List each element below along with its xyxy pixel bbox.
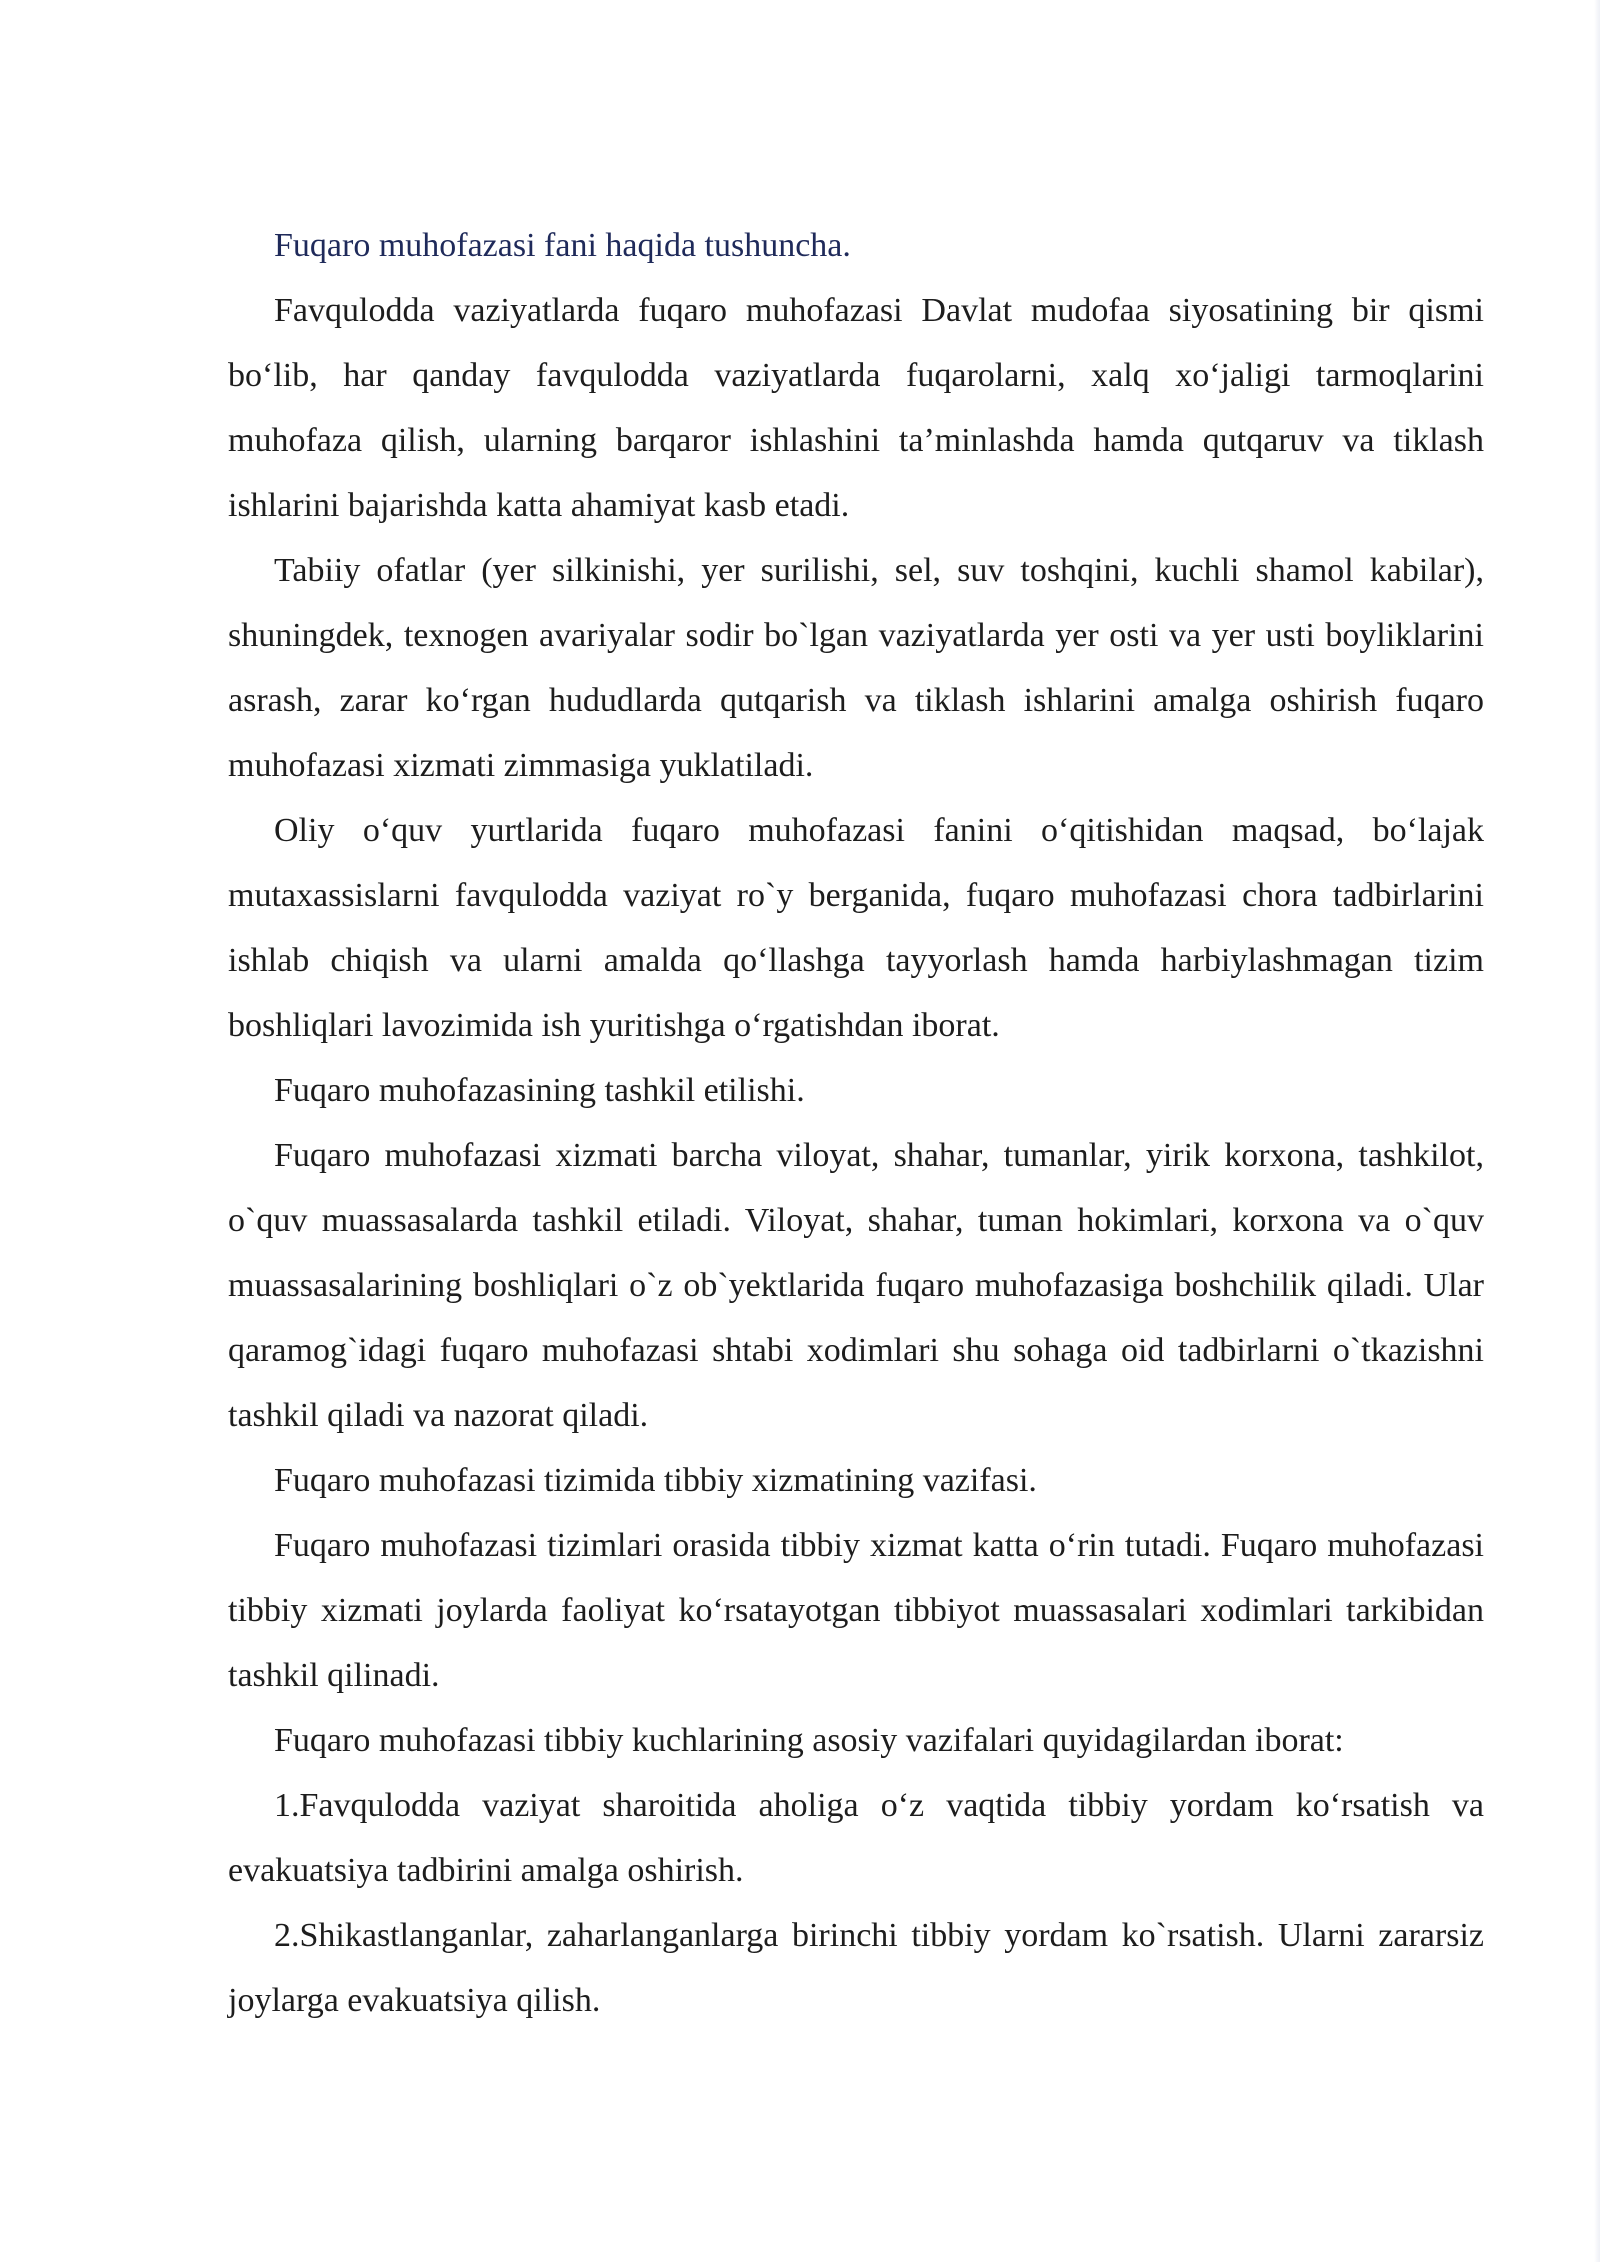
paragraph-teaching-goal: Oliy o‘quv yurtlarida fuqaro muhofazasi fanini o‘qitishidan maqsad, bo‘lajak mutaxassislarni favqulodda vaziyat ro`y berganida, fuqaro muhofazasi chora tadbirlarini ishlab chiqish va ularni amalda qo‘llashga tayyorlash hamda harbiylashmagan tizim boshliqlari lavozimida ish yuritishga o‘rgatishdan iborat. <box>228 812 1484 1044</box>
paragraph-main-tasks-intro: Fuqaro muhofazasi tibbiy kuchlarining asosiy vazifalari quyidagilardan iborat: <box>274 1722 1344 1759</box>
paragraph-natural-disasters: Tabiiy ofatlar (yer silkinishi, yer surilishi, sel, suv toshqini, kuchli shamol kabilar), shuningdek, texnogen avariyalar sodir bo`lgan vaziyatlarda yer osti va yer usti boyliklarini asrash, zarar ko‘rgan hududlarda qutqarish va tiklash ishlarini amalga oshirish fuqaro muhofazasi xizmati zimmasiga yuklatiladi. <box>228 552 1484 784</box>
section-heading-organization: Fuqaro muhofazasining tashkil etilishi. <box>274 1072 805 1109</box>
paragraph-organization: Fuqaro muhofazasi xizmati barcha viloyat, shahar, tumanlar, yirik korxona, tashkilot, o`quv muassasalarda tashkil etiladi. Viloyat, shahar, tuman hokimlari, korxona va o`quv muassasalarining boshliqlari o`z ob`yektlarida fuqaro muhofazasiga boshchilik qiladi. Ular qaramog`idagi fuqaro muhofazasi shtabi xodimlari shu sohaga oid tadbirlarni o`tkazishni tashkil qiladi va nazorat qiladi. <box>228 1137 1484 1434</box>
paragraph-civil-defense-role: Favqulodda vaziyatlarda fuqaro muhofazasi Davlat mudofaa siyosatining bir qismi bo‘lib, har qanday favqulodda vaziyatlarda fuqarolarni, xalq xo‘jaligi tarmoqlarini muhofaza qilish, ularning barqaror ishlashini ta’minlashda hamda qutqaruv va tiklash ishlarini bajarishda katta ahamiyat kasb etadi. <box>228 292 1484 524</box>
page-edge-shadow <box>1594 0 1600 2262</box>
list-item-task-1: 1.Favqulodda vaziyat sharoitida aholiga o‘z vaqtida tibbiy yordam ko‘rsatish va evakuatsiya tadbirini amalga oshirish. <box>228 1787 1484 1889</box>
paragraph-medical-service: Fuqaro muhofazasi tizimlari orasida tibbiy xizmat katta o‘rin tutadi. Fuqaro muhofazasi tibbiy xizmati joylarda faoliyat ko‘rsatayotgan tibbiyot muassasalari xodimlari tarkibidan tashkil qilinadi. <box>228 1527 1484 1694</box>
section-title: Fuqaro muhofazasi fani haqida tushuncha. <box>274 227 851 264</box>
list-item-task-2: 2.Shikastlanganlar, zaharlanganlarga birinchi tibbiy yordam ko`rsatish. Ularni zararsiz joylarga evakuatsiya qilish. <box>228 1917 1484 2019</box>
section-heading-medical-service: Fuqaro muhofazasi tizimida tibbiy xizmatining vazifasi. <box>274 1462 1037 1499</box>
document-body <box>228 213 1484 2033</box>
